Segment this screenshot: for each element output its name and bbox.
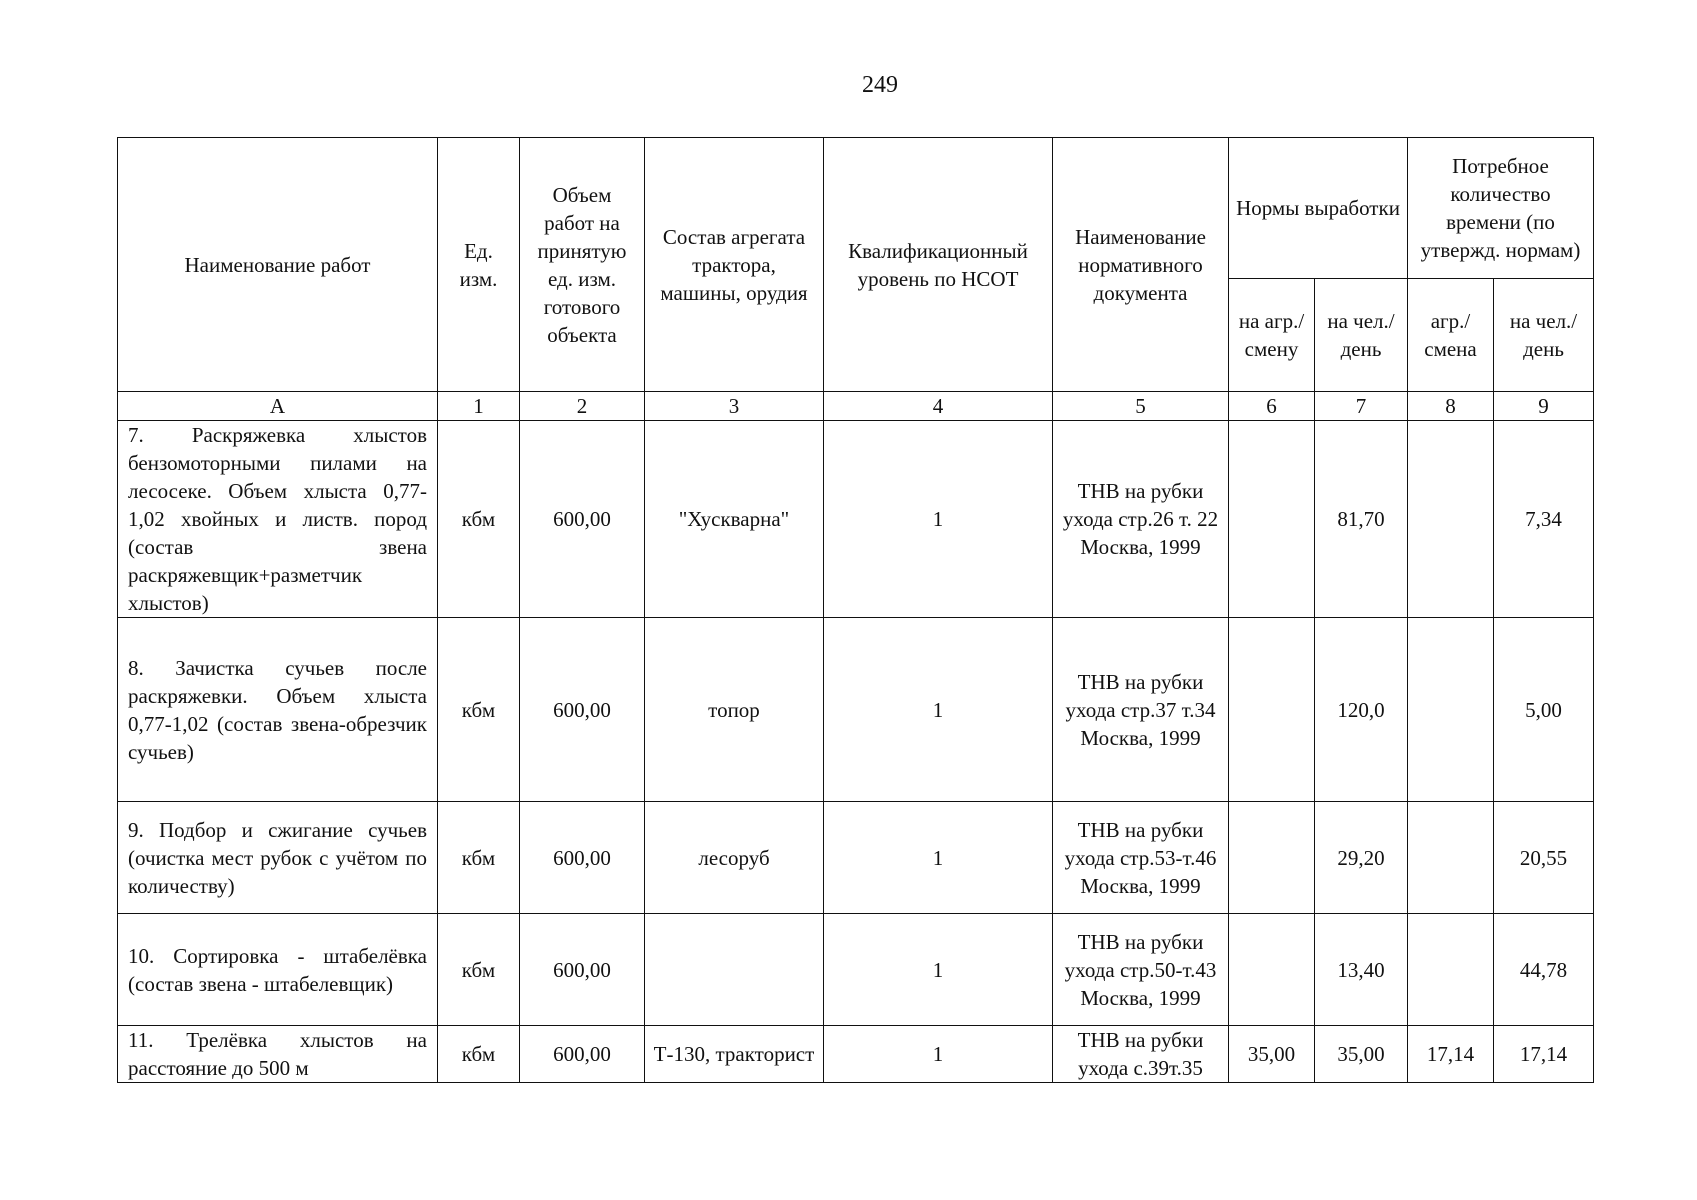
header-time-man: на чел./ день bbox=[1494, 279, 1594, 392]
unit: кбм bbox=[438, 421, 520, 618]
composition: "Хускварна" bbox=[645, 421, 824, 618]
column-index: 6 bbox=[1229, 392, 1315, 421]
header-volume: Объем работ на принятую ед. изм. готового объекта bbox=[520, 138, 645, 392]
header-document: Наименование нормативного документа bbox=[1053, 138, 1229, 392]
norm-document: ТНВ на рубки ухода стр.26 т. 22 Москва, 1999 bbox=[1053, 421, 1229, 618]
column-index: 3 bbox=[645, 392, 824, 421]
table-row bbox=[118, 421, 1594, 618]
composition bbox=[645, 914, 824, 1026]
column-index: 5 bbox=[1053, 392, 1229, 421]
header-norm-man: на чел./ день bbox=[1315, 279, 1408, 392]
norm-agr bbox=[1229, 618, 1315, 802]
norm-document: ТНВ на рубки ухода стр.37 т.34 Москва, 1999 bbox=[1053, 618, 1229, 802]
unit: кбм bbox=[438, 802, 520, 914]
header-time-needed: Потребное количество времени (по утвержд. нормам) bbox=[1408, 138, 1594, 279]
norm-agr: 35,00 bbox=[1229, 1026, 1315, 1083]
column-index: А bbox=[118, 392, 438, 421]
time-agr: 17,14 bbox=[1408, 1026, 1494, 1083]
composition: лесоруб bbox=[645, 802, 824, 914]
qualification: 1 bbox=[824, 618, 1053, 802]
header-row bbox=[118, 138, 1594, 279]
time-agr bbox=[1408, 618, 1494, 802]
work-norms-table bbox=[117, 137, 1594, 1083]
header-norm-agr: на агр./ смену bbox=[1229, 279, 1315, 392]
work-name: 10. Сортировка - штабелёвка (состав звена - штабелевщик) bbox=[118, 914, 438, 1026]
norm-man: 120,0 bbox=[1315, 618, 1408, 802]
norm-man: 29,20 bbox=[1315, 802, 1408, 914]
norm-agr bbox=[1229, 802, 1315, 914]
column-index-row bbox=[118, 392, 1594, 421]
composition: топор bbox=[645, 618, 824, 802]
unit: кбм bbox=[438, 618, 520, 802]
norm-document: ТНВ на рубки ухода стр.50-т.43 Москва, 1999 bbox=[1053, 914, 1229, 1026]
header-composition: Состав агрегата трактора, машины, орудия bbox=[645, 138, 824, 392]
work-name: 8. Зачистка сучьев после раскряжевки. Объем хлыста 0,77-1,02 (состав звена-обрезчик сучьев) bbox=[118, 618, 438, 802]
volume: 600,00 bbox=[520, 421, 645, 618]
time-man: 7,34 bbox=[1494, 421, 1594, 618]
norm-agr bbox=[1229, 914, 1315, 1026]
column-index: 8 bbox=[1408, 392, 1494, 421]
time-agr bbox=[1408, 421, 1494, 618]
norm-man: 81,70 bbox=[1315, 421, 1408, 618]
qualification: 1 bbox=[824, 1026, 1053, 1083]
header-time-agr: агр./ смена bbox=[1408, 279, 1494, 392]
qualification: 1 bbox=[824, 802, 1053, 914]
volume: 600,00 bbox=[520, 618, 645, 802]
time-man: 44,78 bbox=[1494, 914, 1594, 1026]
time-man: 17,14 bbox=[1494, 1026, 1594, 1083]
time-man: 20,55 bbox=[1494, 802, 1594, 914]
norm-document: ТНВ на рубки ухода с.39т.35 bbox=[1053, 1026, 1229, 1083]
column-index: 2 bbox=[520, 392, 645, 421]
header-name: Наименование работ bbox=[118, 138, 438, 392]
header-qualification: Квалификационный уровень по НСОТ bbox=[824, 138, 1053, 392]
work-name: 9. Подбор и сжигание сучьев (очистка мест рубок с учётом по количеству) bbox=[118, 802, 438, 914]
work-name: 11. Трелёвка хлыстов на расстояние до 500 м bbox=[118, 1026, 438, 1083]
time-agr bbox=[1408, 802, 1494, 914]
composition: Т-130, тракторист bbox=[645, 1026, 824, 1083]
work-name: 7. Раскряжевка хлыстов бензомоторными пилами на лесосеке. Объем хлыста 0,77-1,02 хвойных и листв. пород (состав звена раскряжевщик+разметчик хлыстов) bbox=[118, 421, 438, 618]
norm-man: 13,40 bbox=[1315, 914, 1408, 1026]
qualification: 1 bbox=[824, 421, 1053, 618]
norm-man: 35,00 bbox=[1315, 1026, 1408, 1083]
column-index: 1 bbox=[438, 392, 520, 421]
unit: кбм bbox=[438, 1026, 520, 1083]
norm-agr bbox=[1229, 421, 1315, 618]
column-index: 7 bbox=[1315, 392, 1408, 421]
volume: 600,00 bbox=[520, 1026, 645, 1083]
volume: 600,00 bbox=[520, 914, 645, 1026]
time-man: 5,00 bbox=[1494, 618, 1594, 802]
header-norms: Нормы выработки bbox=[1229, 138, 1408, 279]
table-row bbox=[118, 618, 1594, 802]
column-index: 9 bbox=[1494, 392, 1594, 421]
table-row bbox=[118, 1026, 1594, 1083]
time-agr bbox=[1408, 914, 1494, 1026]
norm-document: ТНВ на рубки ухода стр.53-т.46 Москва, 1999 bbox=[1053, 802, 1229, 914]
page-number: 249 bbox=[862, 72, 898, 98]
header-unit: Ед. изм. bbox=[438, 138, 520, 392]
table-row bbox=[118, 802, 1594, 914]
table-row bbox=[118, 914, 1594, 1026]
column-index: 4 bbox=[824, 392, 1053, 421]
unit: кбм bbox=[438, 914, 520, 1026]
qualification: 1 bbox=[824, 914, 1053, 1026]
volume: 600,00 bbox=[520, 802, 645, 914]
